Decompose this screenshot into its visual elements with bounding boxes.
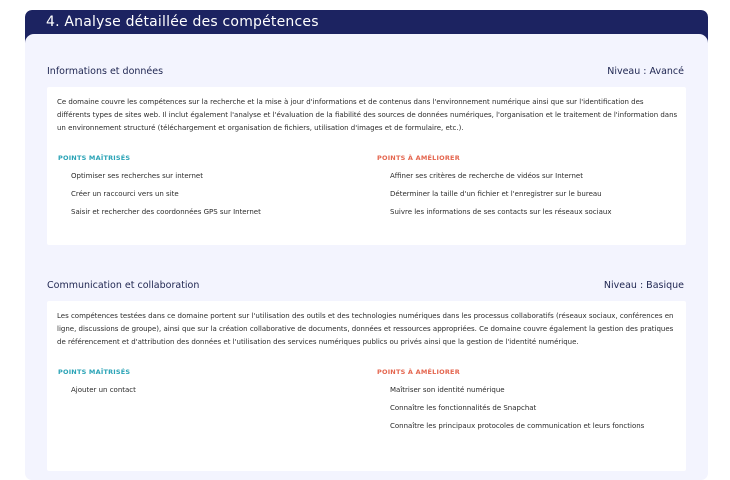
list-item: Déterminer la taille d'un fichier et l'enregistrer sur le bureau xyxy=(390,190,602,198)
section-header-informations xyxy=(47,66,684,77)
section-level: Niveau : Avancé xyxy=(607,66,684,77)
list-item: Connaître les principaux protocoles de communication et leurs fonctions xyxy=(390,422,645,430)
improve-title: POINTS À AMÉLIORER xyxy=(377,154,460,162)
mastered-list xyxy=(58,381,358,399)
list-item: Optimiser ses recherches sur internet xyxy=(71,172,203,180)
section-title: Communication et collaboration xyxy=(47,280,200,291)
improve-column xyxy=(377,154,677,221)
improve-list xyxy=(377,167,677,221)
section-description: Ce domaine couvre les compétences sur la recherche et la mise à jour d'informations et de contenus dans l'environnement numérique ainsi que sur l'identification des différents types de sites web. Il inclut également l'analyse et l'évaluation de la fiabilité des sources de données numériques, l'organisation et le traitement de l'information dans un environnement structuré (téléchargement et organisation de fichiers, utilisation d'images et de formulaire, etc.). xyxy=(57,98,678,132)
improve-list xyxy=(377,381,677,435)
competence-analysis-panel xyxy=(25,10,708,480)
section-card-informations xyxy=(47,87,686,245)
panel-header: 4. Analyse détaillée des compétences xyxy=(25,10,708,34)
list-item: Ajouter un contact xyxy=(71,386,136,394)
mastered-column xyxy=(58,154,358,221)
mastered-column xyxy=(58,368,358,399)
improve-column xyxy=(377,368,677,435)
section-level: Niveau : Basique xyxy=(603,280,684,291)
list-item: Affiner ses critères de recherche de vidéos sur Internet xyxy=(390,172,583,180)
list-item: Suivre les informations de ses contacts sur les réseaux sociaux xyxy=(390,208,612,216)
improve-title: POINTS À AMÉLIORER xyxy=(377,368,460,376)
list-item: Créer un raccourci vers un site xyxy=(71,190,179,198)
section-description: Les compétences testées dans ce domaine portent sur l'utilisation des outils et des technologies numériques dans les processus collaboratifs (réseaux sociaux, conférences en ligne, discussions de groupe), ainsi que sur la création collaborative de documents, données et ressources appropriées. Ce domaine couvre également la gestion des pratiques de référencement et d'attribution des données et l'utilisation des services numériques publics ou privés ainsi que la gestion de l'identité numérique. xyxy=(57,312,674,346)
mastered-title: POINTS MAÎTRISÉS xyxy=(58,154,131,162)
list-item: Saisir et rechercher des coordonnées GPS sur Internet xyxy=(71,208,261,216)
section-card-communication xyxy=(47,301,686,471)
mastered-title: POINTS MAÎTRISÉS xyxy=(58,368,131,376)
section-title: Informations et données xyxy=(47,66,164,77)
header-curve xyxy=(25,34,708,44)
mastered-list xyxy=(58,167,358,221)
section-header-communication xyxy=(47,280,684,291)
list-item: Maîtriser son identité numérique xyxy=(390,386,505,394)
list-item: Connaître les fonctionnalités de Snapchat xyxy=(390,404,537,412)
